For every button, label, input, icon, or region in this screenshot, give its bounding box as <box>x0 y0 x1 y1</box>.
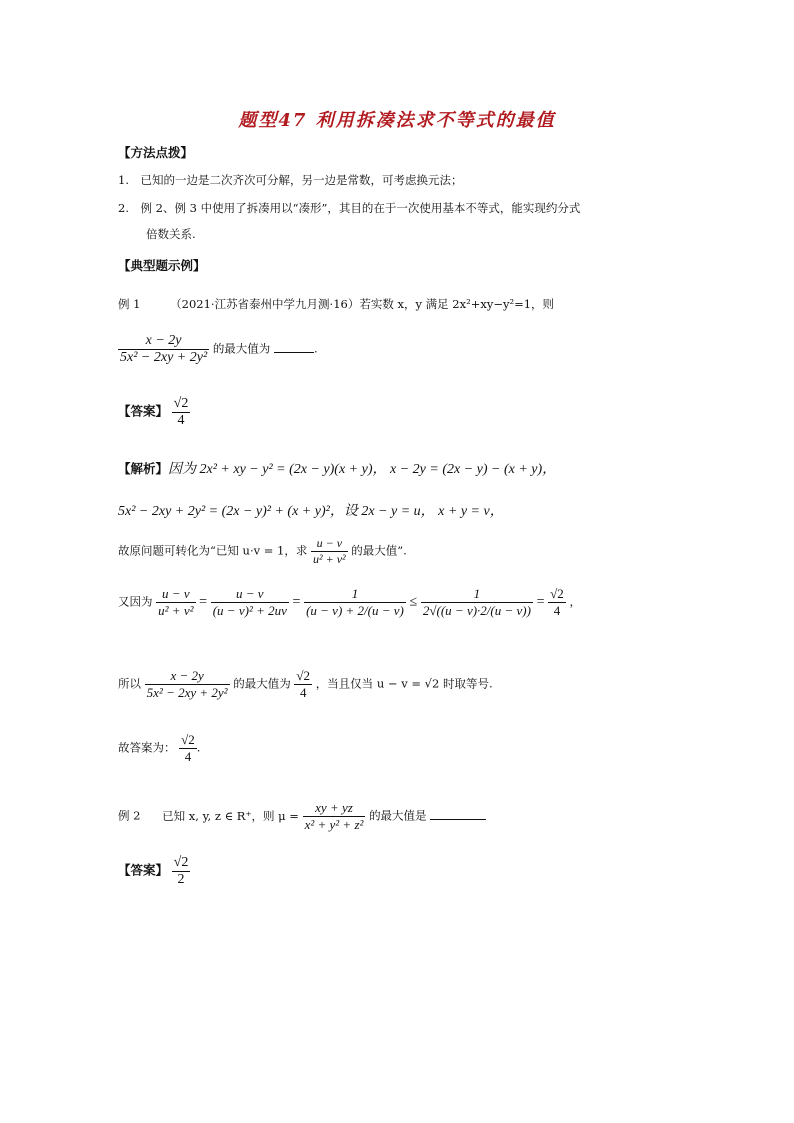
analysis-line-6: 故答案为： $\frac{√2}{4}$ . <box>118 732 201 764</box>
example-1-question: $\frac{x - 2y}{\text{5x² − 2xy + 2y²}}$ 的最大值为 . <box>120 333 318 365</box>
analysis-label: 【解析】 <box>118 461 169 476</box>
example-2-fraction: $\frac{xy + yz}{\text{x² + y² + z²}}$ <box>304 800 364 832</box>
example-2-statement: 例 2 已知 x, y, z ∈ R⁺，则 μ = $\frac{xy + yz}{\text{x² + y² + z²}}$ 的最大值是 <box>118 800 486 833</box>
method-heading: 【方法点拨】 <box>118 145 194 160</box>
method-item-2: 2. 例 2、例 3 中使用了拆凑用以“凑形”，其目的在于一次使用基本不等式，能实现约分式 <box>118 201 581 215</box>
example-2-label: 例 2 <box>118 808 141 823</box>
method-item-2-cont: 倍数关系. <box>146 227 196 241</box>
example-1-source: （2021·江苏省泰州中学九月测·16）若实数 x，y 满足 2x²+xy−y²=1，则 <box>170 297 555 311</box>
answer-blank-2 <box>430 819 486 820</box>
analysis-line-2: 5x² − 2xy + 2y² = (2x − y)² + (x + y)²，设 2x − y = u， x + y = v， <box>118 504 504 519</box>
example-1-answer <box>118 396 190 429</box>
answer-label: 【答案】 <box>118 403 169 419</box>
page-title: 题型47 利用拆凑法求不等式的最值 <box>238 110 556 131</box>
example-2-answer: 【答案】 $\frac{√2}{2}$ <box>118 855 189 887</box>
analysis-line-5: 所以 $\frac{x - 2y}{\text{5x² − 2xy + 2y²}}$ 的最大值为 $\frac{√2}{4}$ ，当且仅当 u − v = √2 时取等号. <box>118 668 493 700</box>
analysis-line-4: 又因为 $\frac{u - v}{\text{u² + v²}}$ = $\frac{u - v}{\text{(u − v)² + 2uv}}$ = $\frac{1}{(u - v) + 2/(u - v)}$ ≤ $\frac{1}{2√((u - v)\cdot 2/(u - v))}$ = $\frac{√2}{4}$ ， <box>118 586 581 618</box>
analysis-line-3: 故原问题可转化为“已知 u·v = 1，求 $\frac{u - v}{\text{u² + v²}}$ 的最大值”. <box>118 536 407 566</box>
answer-fraction-2: $\frac{√2}{2}$ <box>173 855 189 887</box>
method-item-1: 1. 已知的一边是二次齐次可分解，另一边是常数，可考虑换元法； <box>118 173 463 187</box>
analysis-line-1: 【解析】因为 2x² + xy − y² = (2x − y)(x + y)， x − 2y = (2x − y) − (x + y)， <box>118 461 557 477</box>
examples-heading: 【典型题示例】 <box>118 258 206 273</box>
answer-fraction: $\frac{√2}{4}$ <box>173 396 189 428</box>
example-1-question-tail: 的最大值为 <box>212 341 271 356</box>
analysis-line-3-fraction: $\frac{u - v}{\text{u² + v²}}$ <box>313 536 346 566</box>
example-1-label: 例 1 <box>118 297 141 311</box>
example-1-statement <box>118 296 554 312</box>
answer-blank <box>274 352 314 353</box>
example-1-fraction: $\frac{x - 2y}{\text{5x² − 2xy + 2y²}}$ <box>120 333 208 365</box>
